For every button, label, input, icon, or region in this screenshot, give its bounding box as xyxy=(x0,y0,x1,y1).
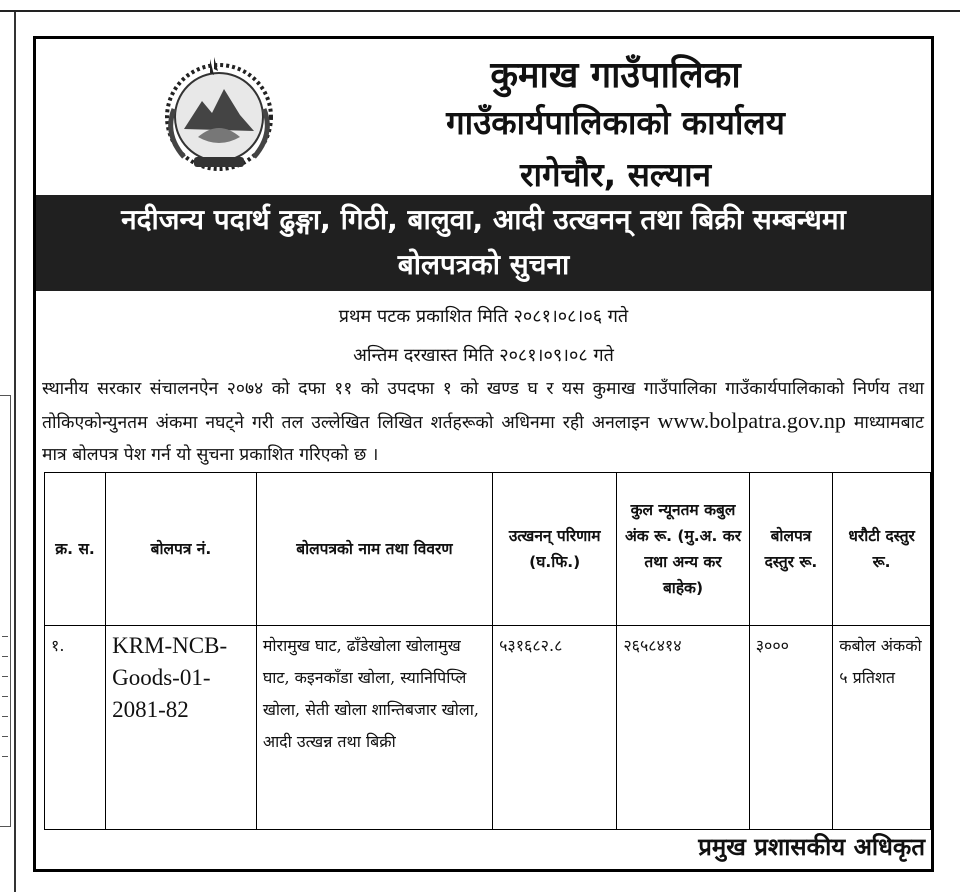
cell-bid-no: KRM-NCB-Goods-01-2081-82 xyxy=(106,626,257,830)
col-header-bid-no: बोलपत्र नं. xyxy=(106,473,257,626)
column-divider xyxy=(14,12,16,892)
intro-text-part1: स्थानीय सरकार संचालनऐन २०७४ को दफा ११ को उपदफा १ को खण्ड घ र यस कुमाख गाउँपालिका गाउँकार्यपालिकाको निर्णय तथा तोकिएकोन्युनतम अंकमा नघट्ने गरी तल उल्लेखित लिखित शर्तहरूको अधिनमा रही अनलाइन xyxy=(42,379,924,433)
col-header-quantity: उत्खनन् परिणाम (घ.फि.) xyxy=(493,473,617,626)
cell-quantity: ५३१६८२.८ xyxy=(493,626,617,830)
banner-subject: नदीजन्य पदार्थ ढुङ्गा, गिठी, बालुवा, आदी उत्खनन् तथा बिक्री सम्बन्धमा xyxy=(121,203,846,236)
intro-text-part2: माध्यामबाट मात्र बोलपत्र पेश गर्न यो सुचना प्रकाशित गरिएको छ । xyxy=(42,413,924,465)
office-name: गाउँकार्यपालिकाको कार्यालय xyxy=(446,103,785,142)
table-header-row xyxy=(45,473,931,626)
cell-deposit: कबोल अंकको ५ प्रतिशत xyxy=(833,626,931,830)
tender-notice xyxy=(33,36,934,872)
first-published-date: प्रथम पटक प्रकाशित मिति २०८१।०८।०६ गते xyxy=(338,306,629,327)
signatory-title: प्रमुख प्रशासकीय अधिकृत xyxy=(698,833,925,861)
intro-paragraph xyxy=(42,373,924,471)
col-header-min-bid: कुल न्यूनतम कबुल अंक रू. (मु.अ. कर तथा अन्य कर बाहेक) xyxy=(617,473,749,626)
adjacent-article-fragment xyxy=(0,395,11,827)
col-header-bid-fee: बोलपत्र दस्तुर रू. xyxy=(749,473,833,626)
notice-header xyxy=(36,39,931,194)
col-header-sn: क्र. स. xyxy=(45,473,106,626)
municipality-name: कुमाख गाउँपालिका xyxy=(490,55,741,96)
cell-bid-fee: ३००० xyxy=(749,626,833,830)
col-header-description: बोलपत्रको नाम तथा विवरण xyxy=(256,473,492,626)
notice-banner xyxy=(36,195,931,291)
col-header-deposit: धरौटी दस्तुर रू. xyxy=(833,473,931,626)
last-application-date: अन्तिम दरखास्त मिति २०८१।०९।०८ गते xyxy=(353,345,614,366)
bolpatra-url: www.bolpatra.gov.np xyxy=(657,408,846,433)
cell-min-bid: २६५८४१४ xyxy=(617,626,749,830)
cell-description: मोरामुख घाट, ढाँडेखोला खोलामुख घाट, कइनकाँडा खोला, स्यानिपिप्लि खोला, सेती खोला शान्तिबजार खोला, आदी उत्खन्न तथा बिक्री xyxy=(256,626,492,830)
table-row xyxy=(45,626,931,830)
cell-sn: १. xyxy=(45,626,106,830)
office-location: रागेचौर, सल्यान xyxy=(519,155,712,194)
page-top-rule xyxy=(0,10,960,12)
banner-title: बोलपत्रको सुचना xyxy=(397,248,570,281)
tender-table xyxy=(44,472,931,830)
